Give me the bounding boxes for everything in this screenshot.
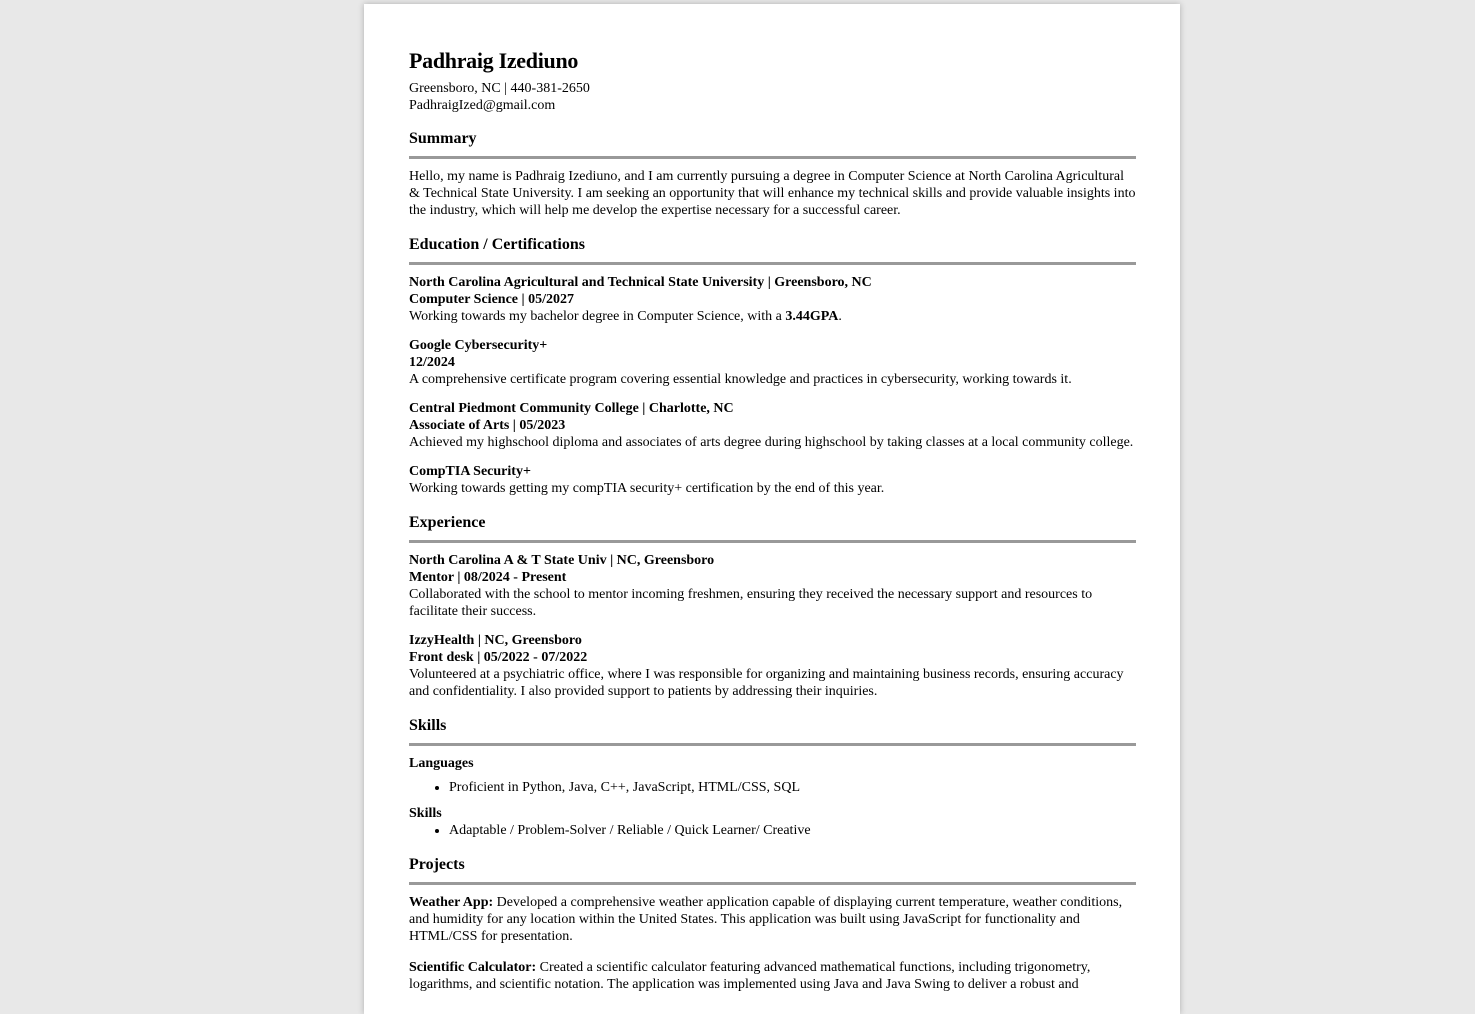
skills-label: Skills <box>409 806 442 821</box>
entry-description: Working towards getting my compTIA security+ certification by the end of this year. <box>409 481 885 496</box>
candidate-name: Padhraig Izediuno <box>409 48 579 73</box>
experience-entry <box>409 552 1136 620</box>
entry-description: A comprehensive certificate program covering essential knowledge and practices in cybersecurity, working towards it. <box>409 372 1072 387</box>
section-title-skills: Skills <box>409 716 1136 746</box>
languages-label: Languages <box>409 756 474 771</box>
summary-text: Hello, my name is Padhraig Izediuno, and I am currently pursuing a degree in Computer Science at North Carolina Agricultural & Technical State University. I am seeking an opportunity that will enhance my technical skills and provide valuable insights into the industry, which will help me develop the expertise necessary for a successful career. <box>409 169 1136 218</box>
education-list <box>409 274 1136 497</box>
entry-heading: Google Cybersecurity+ <box>409 338 548 353</box>
entry-description <box>409 308 1136 325</box>
entry-heading: North Carolina Agricultural and Technical State University | Greensboro, NC <box>409 275 872 290</box>
entry-subheading: Front desk | 05/2022 - 07/2022 <box>409 650 588 665</box>
entry-heading: Central Piedmont Community College | Charlotte, NC <box>409 401 734 416</box>
project-description: Developed a comprehensive weather application capable of displaying current temperature, weather conditions, and humidity for any location within the United States. This application was built using JavaScript for functionality and HTML/CSS for presentation. <box>409 895 1123 944</box>
education-entry <box>409 463 1136 497</box>
entry-description: Volunteered at a psychiatric office, where I was responsible for organizing and maintaining business records, ensuring accuracy and confidentiality. I also provided support to patients by addressing their inquiries. <box>409 667 1124 699</box>
entry-description-text: Working towards my bachelor degree in Computer Science, with a <box>409 309 786 324</box>
entry-subheading: Computer Science | 05/2027 <box>409 292 574 307</box>
languages-list <box>409 779 1136 796</box>
section-title-projects: Projects <box>409 855 1136 885</box>
list-item: • Proficient in Python, Java, C++, JavaScript, HTML/CSS, SQL <box>449 779 1136 796</box>
project-description: Created a scientific calculator featuring advanced mathematical functions, including trigonometry, logarithms, and scientific notation. The application was implemented using Java and Java Swing to deliver a robust and <box>409 960 1091 992</box>
education-entry <box>409 274 1136 325</box>
project-name: Weather App: <box>409 895 494 910</box>
project-entry <box>409 894 1136 945</box>
skills-list <box>409 822 1136 839</box>
contact-location-phone: Greensboro, NC | 440-381-2650 <box>409 81 590 96</box>
entry-subheading: 12/2024 <box>409 355 455 370</box>
project-entry <box>409 959 1136 993</box>
education-entry <box>409 400 1136 451</box>
entry-subheading: Mentor | 08/2024 - Present <box>409 570 567 585</box>
section-title-education: Education / Certifications <box>409 235 1136 265</box>
list-item: • Adaptable / Problem-Solver / Reliable / Quick Learner/ Creative <box>449 822 1136 839</box>
section-title-summary: Summary <box>409 129 1136 159</box>
experience-entry <box>409 632 1136 700</box>
entry-heading: North Carolina A & T State Univ | NC, Greensboro <box>409 553 715 568</box>
entry-heading: CompTIA Security+ <box>409 464 531 479</box>
entry-heading: IzzyHealth | NC, Greensboro <box>409 633 582 648</box>
resume-page <box>364 4 1180 1014</box>
entry-description: Collaborated with the school to mentor incoming freshmen, ensuring they received the necessary support and resources to facilitate their success. <box>409 587 1093 619</box>
experience-list <box>409 552 1136 700</box>
entry-subheading: Associate of Arts | 05/2023 <box>409 418 566 433</box>
project-name: Scientific Calculator: <box>409 960 537 975</box>
contact-email: PadhraigIzed@gmail.com <box>409 98 556 113</box>
entry-description-end: . <box>838 309 842 324</box>
entry-description: Achieved my highschool diploma and associates of arts degree during highschool by taking classes at a local community college. <box>409 435 1134 450</box>
education-entry <box>409 337 1136 388</box>
gpa-value: 3.44GPA <box>785 309 839 324</box>
section-title-experience: Experience <box>409 513 1136 543</box>
